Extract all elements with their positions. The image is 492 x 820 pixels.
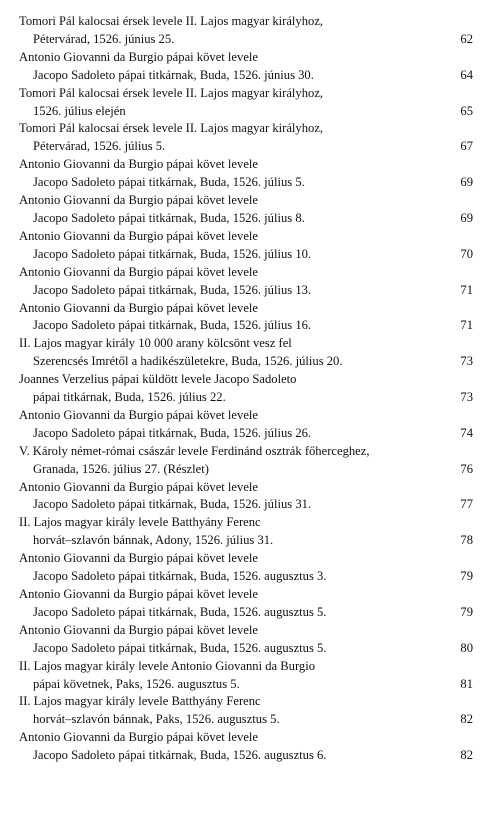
toc-entry-subtitle: Jacopo Sadoleto pápai titkárnak, Buda, 1526. augusztus 6. <box>33 748 327 763</box>
toc-page-number: 70 <box>460 246 473 261</box>
toc-entry-title: Antonio Giovanni da Burgio pápai követ levele <box>19 49 258 64</box>
toc-entry <box>19 49 473 85</box>
toc-entry <box>19 120 473 156</box>
toc-entry-title: Antonio Giovanni da Burgio pápai követ levele <box>19 228 258 243</box>
toc-page-number: 71 <box>460 282 473 297</box>
toc-entry-subtitle: Jacopo Sadoleto pápai titkárnak, Buda, 1526. július 16. <box>33 318 312 333</box>
toc-entry-title: Tomori Pál kalocsai érsek levele II. Lajos magyar királyhoz, <box>19 85 324 100</box>
toc-entry-subtitle: Granada, 1526. július 27. (Részlet) <box>33 461 209 476</box>
toc-entry-subtitle: Szerencsés Imrétől a hadikészületekre, Buda, 1526. július 20. <box>33 354 343 369</box>
toc-entry <box>19 371 473 407</box>
toc-entry-title: II. Lajos magyar király levele Batthyány Ferenc <box>19 515 261 530</box>
toc-entry-subtitle: Jacopo Sadoleto pápai titkárnak, Buda, 1526. július 8. <box>33 210 305 225</box>
toc-page-number: 76 <box>460 461 473 476</box>
toc-entry-title: Antonio Giovanni da Burgio pápai követ levele <box>19 264 258 279</box>
toc-entry-subtitle: pápai titkárnak, Buda, 1526. július 22. <box>33 390 226 405</box>
toc-page-number: 81 <box>460 676 473 691</box>
toc-page-number: 73 <box>460 390 473 405</box>
toc-entry <box>19 335 473 371</box>
toc-page-number: 78 <box>460 533 473 548</box>
toc-entry-title: Tomori Pál kalocsai érsek levele II. Lajos magyar királyhoz, <box>19 14 324 28</box>
toc-entry-subtitle: Jacopo Sadoleto pápai titkárnak, Buda, 1526. július 13. <box>33 282 312 297</box>
toc-page-number: 64 <box>460 67 473 82</box>
toc-page-number: 77 <box>460 497 473 512</box>
toc-entry-title: Antonio Giovanni da Burgio pápai követ levele <box>19 551 258 566</box>
toc-entry-title: Antonio Giovanni da Burgio pápai követ levele <box>19 622 258 637</box>
toc-entry <box>19 550 473 586</box>
toc-entry-title: II. Lajos magyar király 10 000 arany kölcsönt vesz fel <box>19 336 292 351</box>
toc-entry <box>19 192 473 228</box>
toc-entry <box>19 658 473 694</box>
toc-page-number: 71 <box>460 318 473 333</box>
toc-entry-title: Antonio Giovanni da Burgio pápai követ levele <box>19 479 258 494</box>
toc-entry-title: Antonio Giovanni da Burgio pápai követ levele <box>19 300 258 315</box>
table-of-contents <box>19 13 473 765</box>
toc-page-number: 74 <box>460 425 473 440</box>
toc-entry-subtitle: Jacopo Sadoleto pápai titkárnak, Buda, 1526. július 31. <box>33 497 312 512</box>
toc-entry-subtitle: Jacopo Sadoleto pápai titkárnak, Buda, 1526. július 26. <box>33 425 312 440</box>
toc-entry-title: Antonio Giovanni da Burgio pápai követ levele <box>19 193 258 208</box>
toc-entry <box>19 586 473 622</box>
toc-entry-title: Antonio Giovanni da Burgio pápai követ levele <box>19 730 258 745</box>
toc-entry-title: II. Lajos magyar király levele Batthyány Ferenc <box>19 694 261 709</box>
toc-entry <box>19 479 473 515</box>
toc-entry <box>19 85 473 121</box>
toc-entry <box>19 693 473 729</box>
toc-entry <box>19 156 473 192</box>
toc-entry-subtitle: horvát–szlavón bánnak, Paks, 1526. augusztus 5. <box>33 712 280 727</box>
toc-page-number: 80 <box>460 640 473 655</box>
toc-page-number: 62 <box>460 31 473 46</box>
toc-entry <box>19 729 473 765</box>
toc-entry-subtitle: Jacopo Sadoleto pápai titkárnak, Buda, 1526. július 5. <box>33 175 305 190</box>
toc-entry-subtitle: Jacopo Sadoleto pápai titkárnak, Buda, 1526. június 30. <box>33 67 314 82</box>
toc-entry-subtitle: pápai követnek, Paks, 1526. augusztus 5. <box>33 676 240 691</box>
toc-entry-subtitle: Pétervárad, 1526. július 5. <box>33 139 166 154</box>
toc-entry-subtitle: Pétervárad, 1526. június 25. <box>33 31 175 46</box>
toc-page-number: 67 <box>460 139 473 154</box>
toc-entry-title: II. Lajos magyar király levele Antonio Giovanni da Burgio <box>19 658 316 673</box>
toc-page-number: 82 <box>460 712 473 727</box>
toc-entry-title: Antonio Giovanni da Burgio pápai követ levele <box>19 407 258 422</box>
toc-entry-subtitle: 1526. július elején <box>33 103 126 118</box>
toc-page-number: 82 <box>460 748 473 763</box>
toc-page-number: 69 <box>460 210 473 225</box>
toc-entry <box>19 13 473 49</box>
toc-entry <box>19 264 473 300</box>
toc-entry-title: Antonio Giovanni da Burgio pápai követ levele <box>19 157 258 172</box>
toc-entry <box>19 228 473 264</box>
toc-page-number: 79 <box>460 569 473 584</box>
toc-entry-subtitle: Jacopo Sadoleto pápai titkárnak, Buda, 1526. augusztus 3. <box>33 569 327 584</box>
toc-page-number: 65 <box>460 103 473 118</box>
toc-entry-title: Tomori Pál kalocsai érsek levele II. Lajos magyar királyhoz, <box>19 121 324 136</box>
toc-entry <box>19 407 473 443</box>
toc-entry <box>19 443 473 479</box>
toc-entry-title: Antonio Giovanni da Burgio pápai követ levele <box>19 587 258 601</box>
toc-page-number: 73 <box>460 354 473 369</box>
toc-entry-subtitle: horvát–szlavón bánnak, Adony, 1526. július 31. <box>33 533 274 548</box>
toc-page-number: 69 <box>460 175 473 190</box>
toc-entry <box>19 300 473 336</box>
toc-entry-subtitle: Jacopo Sadoleto pápai titkárnak, Buda, 1526. augusztus 5. <box>33 640 327 655</box>
toc-entry <box>19 622 473 658</box>
toc-entry <box>19 514 473 550</box>
toc-entry-subtitle: Jacopo Sadoleto pápai titkárnak, Buda, 1526. július 10. <box>33 246 312 261</box>
toc-page-number: 79 <box>460 604 473 619</box>
toc-entry-title: Joannes Verzelius pápai küldött levele Jacopo Sadoleto <box>19 372 297 387</box>
toc-entry-title: V. Károly német-római császár levele Ferdinánd osztrák főherceghez, <box>19 443 370 458</box>
toc-entry-subtitle: Jacopo Sadoleto pápai titkárnak, Buda, 1526. augusztus 5. <box>33 604 327 619</box>
